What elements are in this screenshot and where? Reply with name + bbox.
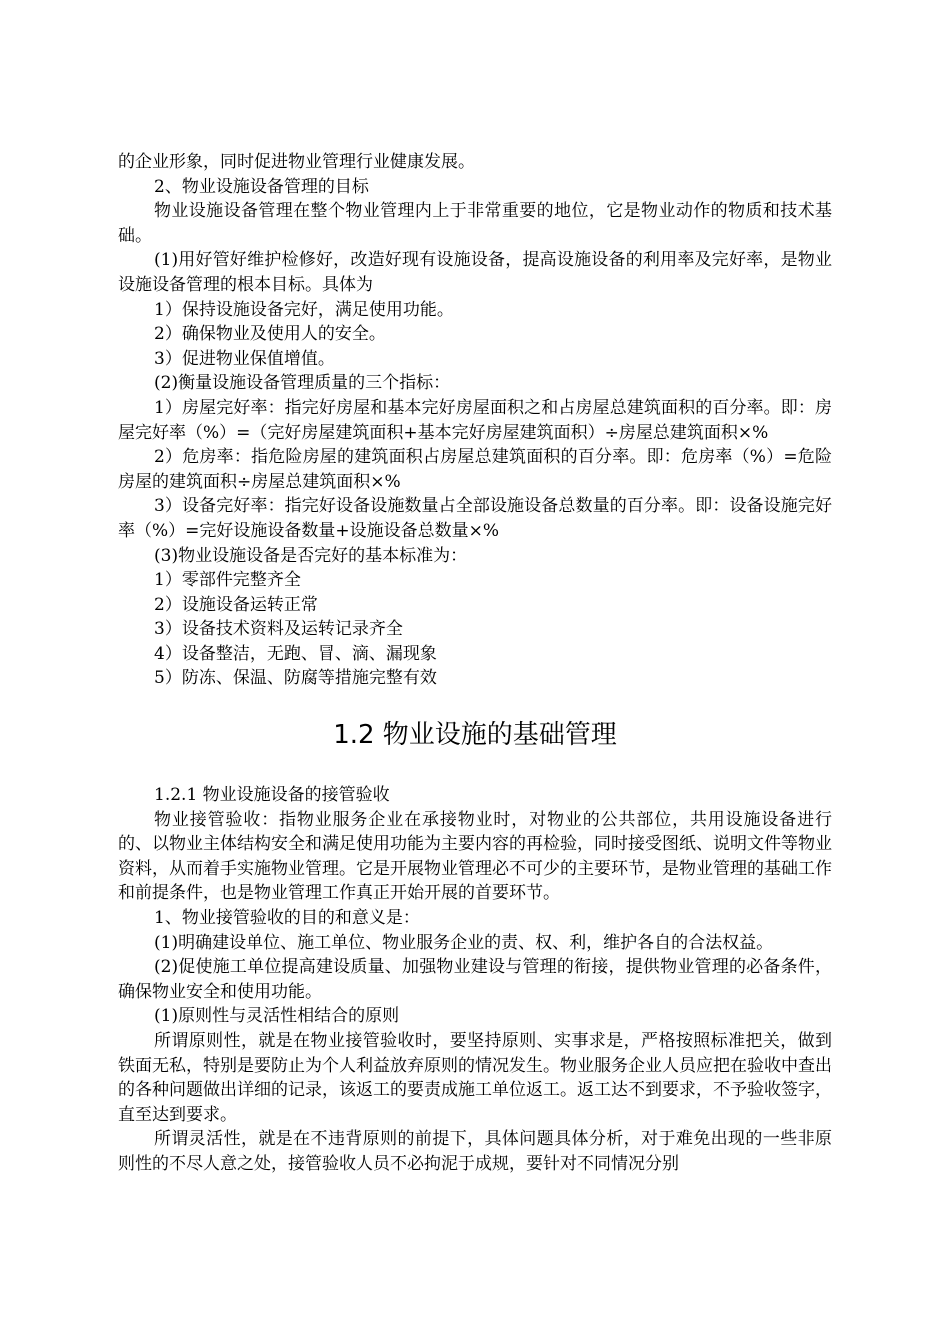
paragraph: 1）房屋完好率：指完好房屋和基本完好房屋面积之和占房屋总建筑面积的百分率。即：房屋完好率（%）=（完好房屋建筑面积+基本完好房屋建筑面积）÷房屋总建筑面积×% <box>118 397 832 443</box>
paragraph: (1)原则性与灵活性相结合的原则 <box>154 1006 400 1027</box>
paragraph: 1）零部件完整齐全 <box>154 570 301 591</box>
document-body <box>118 150 832 1177</box>
paragraph: 3）设备完好率：指完好设备设施数量占全部设施设备总数量的百分率。即：设备设施完好率（%）=完好设施设备数量+设施设备总数量×% <box>118 496 832 541</box>
paragraph: 所谓灵活性，就是在不违背原则的前提下，具体问题具体分析，对于难免出现的一些非原则性的不尽人意之处，接管验收人员不必拘泥于成规，要针对不同情况分别 <box>118 1129 832 1174</box>
paragraphs-after-heading <box>118 783 832 1177</box>
paragraph: 的企业形象，同时促进物业管理行业健康发展。 <box>118 152 475 172</box>
paragraph: 2）确保物业及使用人的安全。 <box>154 324 386 345</box>
paragraph: (1)用好管好维护检修好，改造好现有设施设备，提高设施设备的利用率及完好率，是物业设施设备管理的根本目标。具体为 <box>118 250 832 295</box>
paragraph: 1.2.1 物业设施设备的接管验收 <box>154 785 390 806</box>
paragraph: 1）保持设施设备完好，满足使用功能。 <box>154 299 454 320</box>
paragraph: (2)衡量设施设备管理质量的三个指标： <box>154 373 451 394</box>
paragraph: 物业设施设备管理在整个物业管理内上于非常重要的地位，它是物业动作的物质和技术基础。 <box>118 201 832 246</box>
paragraph: 3）设备技术资料及运转记录齐全 <box>154 619 403 640</box>
paragraph: 5）防冻、保温、防腐等措施完整有效 <box>154 668 437 689</box>
paragraphs-before-heading <box>118 150 832 691</box>
paragraph: 2）设施设备运转正常 <box>154 594 318 615</box>
paragraph: 2）危房率：指危险房屋的建筑面积占房屋总建筑面积的百分率。即：危房率（%）=危险房屋的建筑面积÷房屋总建筑面积×% <box>118 447 832 492</box>
paragraph: 1、物业接管验收的目的和意义是： <box>154 908 420 929</box>
paragraph: 4）设备整洁，无跑、冒、滴、漏现象 <box>154 643 437 664</box>
paragraph: 3）促进物业保值增值。 <box>154 348 335 369</box>
paragraph: 物业接管验收：指物业服务企业在承接物业时，对物业的公共部位，共用设施设备进行的、以物业主体结构安全和满足使用功能为主要内容的再检验，同时接受图纸、说明文件等物业资料，从而着手实施物业管理。它是开展物业管理必不可少的主要环节，是物业管理的基础工作和前提条件，也是物业管理工作真正开始开展的首要环节。 <box>118 809 832 904</box>
paragraph: 2、物业设施设备管理的目标 <box>154 176 369 197</box>
paragraph: (3)物业设施设备是否完好的基本标准为： <box>154 545 468 566</box>
paragraph: 所谓原则性，就是在物业接管验收时，要坚持原则、实事求是，严格按照标准把关，做到铁面无私，特别是要防止为个人利益放弃原则的情况发生。物业服务企业人员应把在验收中查出的各种问题做出详细的记录，该返工的要责成施工单位返工。返工达不到要求，不予验收签字，直至达到要求。 <box>118 1031 832 1125</box>
paragraph: (1)明确建设单位、施工单位、物业服务企业的责、权、利，维护各自的合法权益。 <box>154 932 774 953</box>
paragraph: (2)促使施工单位提高建设质量、加强物业建设与管理的衔接，提供物业管理的必备条件，确保物业安全和使用功能。 <box>118 957 832 1002</box>
section-heading: 1.2 物业设施的基础管理 <box>333 720 617 751</box>
